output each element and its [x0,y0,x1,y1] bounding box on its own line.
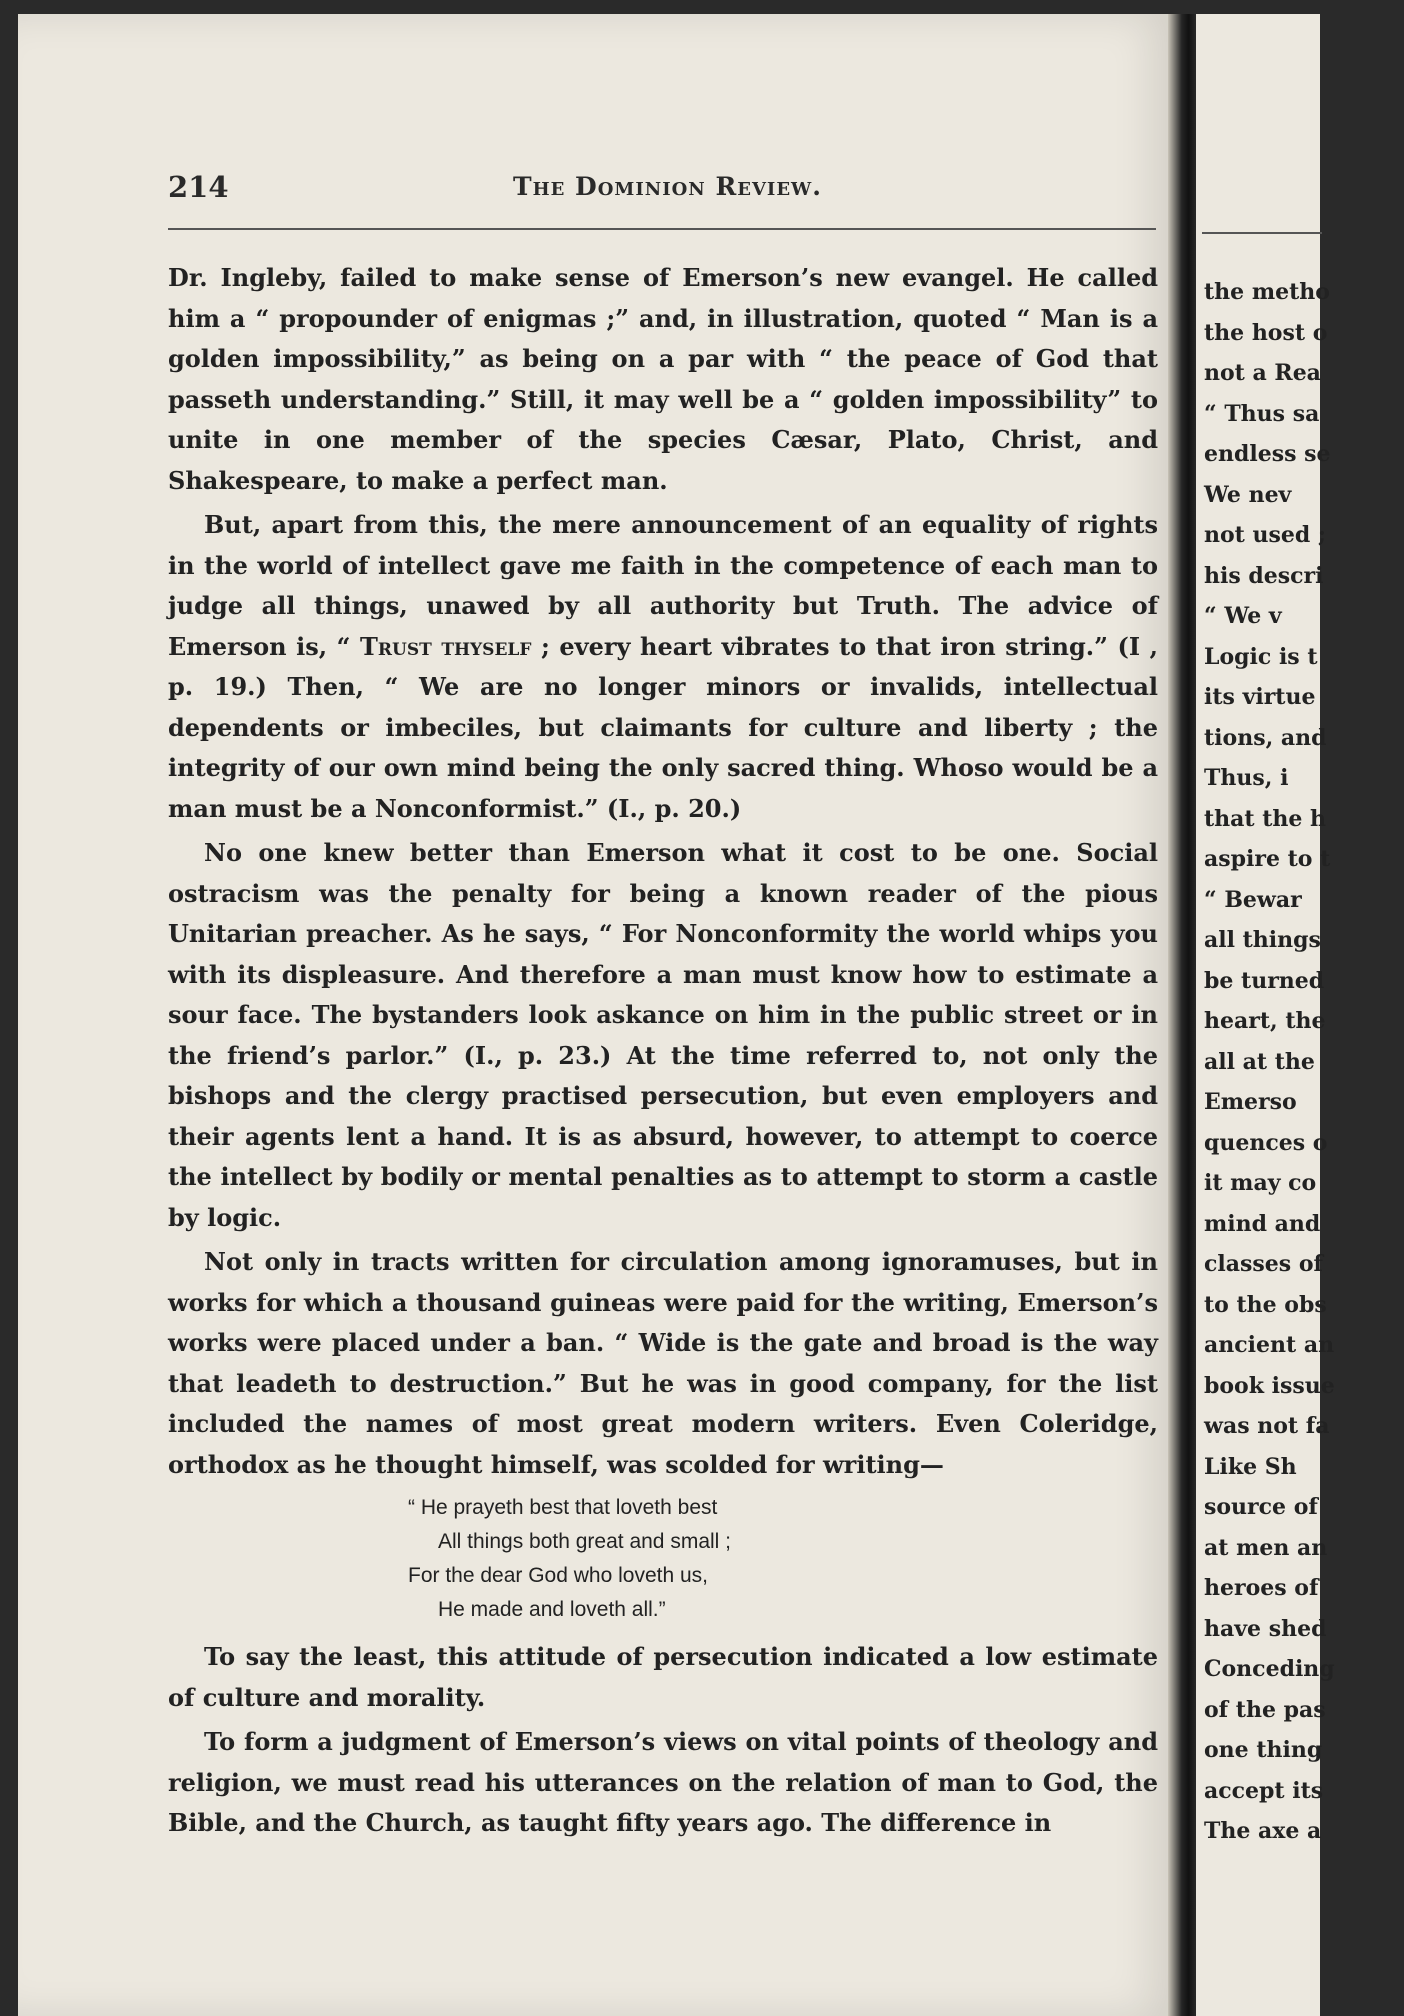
right-page-line: the host o [1204,319,1328,346]
right-page-line: the metho [1204,279,1330,305]
paragraph-1 [168,258,1158,501]
right-page-line: Logic is t [1204,643,1318,670]
right-page-line: book issue [1204,1372,1335,1399]
right-page-line: not used ; [1204,522,1327,548]
right-page-line: it may co [1204,1170,1317,1196]
right-page-line: aspire to t [1204,846,1331,872]
paragraph-4-text: Not only in tracts written for circulation among ignoramuses, but in works for which a thousand guineas were paid for the writing, Emerson’s works were placed under a ban. “ Wide is the gate and broad is the way that leadeth to destruction.” But he was in good company, for the list included the names of most great modern writers. Even Coleridge, orthodox as he thought himself, was scolded for writing— [168,1247,1158,1479]
right-page-line: heroes of [1204,1575,1319,1601]
right-page-line: to the obs [1204,1291,1327,1318]
page-number: 214 [168,170,229,204]
right-page-line: Conceding [1204,1656,1335,1682]
right-page-line: “ We v [1204,603,1282,629]
right-page-line: one thing [1204,1737,1323,1763]
poem-line: He made and loveth all.” [438,1598,666,1621]
right-page-line: all things [1204,927,1321,953]
right-page-line: source of [1204,1494,1318,1520]
right-page-line: be turned [1204,967,1325,994]
right-page-line: at men an [1204,1534,1328,1561]
running-title: The Dominion Review. [513,172,822,201]
right-page-line: tions, and [1204,724,1327,751]
right-page-line: that the h [1204,805,1327,832]
right-page-line: The axe a [1204,1818,1322,1844]
right-page-line: “ Bewar [1204,886,1302,913]
right-page-line: of the pas [1204,1696,1326,1723]
right-page-line: heart, the [1204,1008,1326,1034]
poem-quote [408,1491,1158,1627]
right-page-line: quences o [1204,1129,1328,1156]
right-page-line: We nev [1204,481,1292,508]
right-page-line: all at the [1204,1048,1315,1075]
right-page-line: Thus, i [1204,765,1289,791]
right-page-text [1204,272,1404,1852]
paragraph-3 [168,833,1158,1238]
right-page-line: have shed [1204,1615,1327,1642]
paragraph-4 [168,1242,1158,1485]
header-rule [168,228,1156,230]
right-page-line: classes of [1204,1251,1323,1277]
paragraph-5-text: To say the least, this attitude of persecution indicated a low estimate of culture and morality. [168,1642,1158,1712]
page-header [168,170,1158,218]
right-page-line: not a Rea [1204,360,1321,386]
paragraph-2-text-a: But, apart from this, the mere announcement of an equality of rights in the world of intellect gave me faith in the competence of each man to judge all things, unawed by all authority but Truth. The advice of Emerson is, “ [168,510,1158,661]
right-page-line: its virtue [1204,684,1316,710]
poem-line: For the dear God who loveth us, [408,1564,708,1587]
poem-line: All things both great and small ; [438,1530,731,1553]
paragraph-5 [168,1637,1158,1718]
paragraph-6-text: To form a judgment of Emerson’s views on vital points of theology and religion, we must read his utterances on the relation of man to God, the Bible, and the Church, as taught fifty years ago. The difference in [168,1727,1158,1837]
paragraph-1-text: Dr. Ingleby, failed to make sense of Emerson’s new evangel. He called him a “ propounder of enigmas ;” and, in illustration, quoted “ Man is a golden impossibility,” as being on a par with “ the peace of God that passeth understanding.” Still, it may well be a “ golden impossibility” to unite in one member of the species Cæsar, Plato, Christ, and Shakespeare, to make a perfect man. [168,263,1158,495]
paragraph-2 [168,505,1158,829]
paragraph-6 [168,1722,1158,1844]
right-page-line: was not fa [1204,1413,1330,1439]
paragraph-3-text: No one knew better than Emerson what it cost to be one. Social ostracism was the penalty for being a known reader of the pious Unitarian preacher. As he says, “ For Nonconformity the world whips you with its displeasure. And therefore a man must know how to estimate a sour face. The bystanders look askance on him in the public street or in the friend’s parlor.” (I., p. 23.) At the time referred to, not only the bishops and the clergy practised persecution, but even employers and their agents lent a hand. It is as absurd, however, to attempt to coerce the intellect by bodily or mental penalties as to attempt to storm a castle by logic. [168,838,1158,1232]
right-page [1196,14,1335,2016]
right-header-rule [1202,232,1322,234]
poem-line: “ He prayeth best that loveth best [408,1496,718,1519]
right-page-line: mind and [1204,1210,1321,1237]
right-page-line: Emerso [1204,1089,1297,1115]
right-page-line: Like Sh [1204,1453,1297,1480]
right-page-line: his descri [1204,562,1324,589]
paragraph-2-text-b: ; every heart vibrates to that iron string.” (I , p. 19.) Then, “ We are no longer minors or invalids, intellectual dependents or imbeciles, but claimants for culture and liberty ; the integrity of our own mind being the only sacred thing. Whoso would be a man must be a Nonconformist.” (I., p. 20.) [168,631,1158,823]
right-page-line: “ Thus sa [1204,400,1320,427]
trust-thyself-smallcaps: Trust thyself [360,631,532,661]
right-page-line: accept its [1204,1777,1324,1804]
right-page-line: endless se [1204,441,1331,467]
right-page-line: ancient an [1204,1332,1335,1358]
body-text [168,258,1158,1848]
